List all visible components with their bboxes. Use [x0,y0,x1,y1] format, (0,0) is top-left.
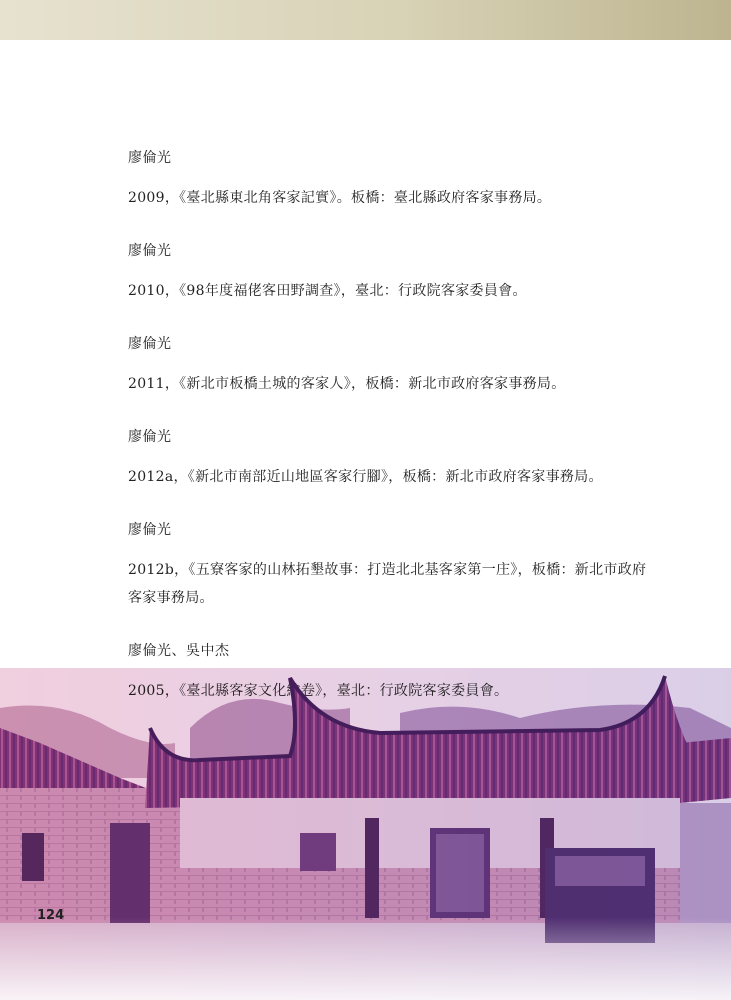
reference-entry [128,241,648,305]
page-number: 124 [37,908,65,923]
reference-list [128,148,648,734]
header-band [0,0,731,40]
reference-author: 廖倫光 [128,522,172,538]
reference-author: 廖倫光 [128,243,172,259]
reference-entry [128,334,648,398]
reference-entry [128,520,648,612]
reference-entry [128,148,648,212]
reference-citation: 2010，《98年度福佬客田野調查》，臺北：行政院客家委員會。 [128,283,527,299]
reference-author: 廖倫光 [128,336,172,352]
reference-author: 廖倫光 [128,429,172,445]
courtyard-house-illustration [0,668,731,1000]
reference-entry [128,427,648,491]
reference-citation: 2011，《新北市板橋土城的客家人》，板橋：新北市政府客家事務局。 [128,376,566,392]
reference-author: 廖倫光 [128,150,172,166]
reference-citation: 2009，《臺北縣東北角客家記實》。板橋：臺北縣政府客家事務局。 [128,190,552,206]
reference-citation: 2012a，《新北市南部近山地區客家行腳》，板橋：新北市政府客家事務局。 [128,469,603,485]
reference-author: 廖倫光、吳中杰 [128,643,230,659]
reference-citation: 2012b，《五寮客家的山林拓墾故事：打造北北基客家第一庄》，板橋：新北市政府客家事務局。 [128,562,647,606]
